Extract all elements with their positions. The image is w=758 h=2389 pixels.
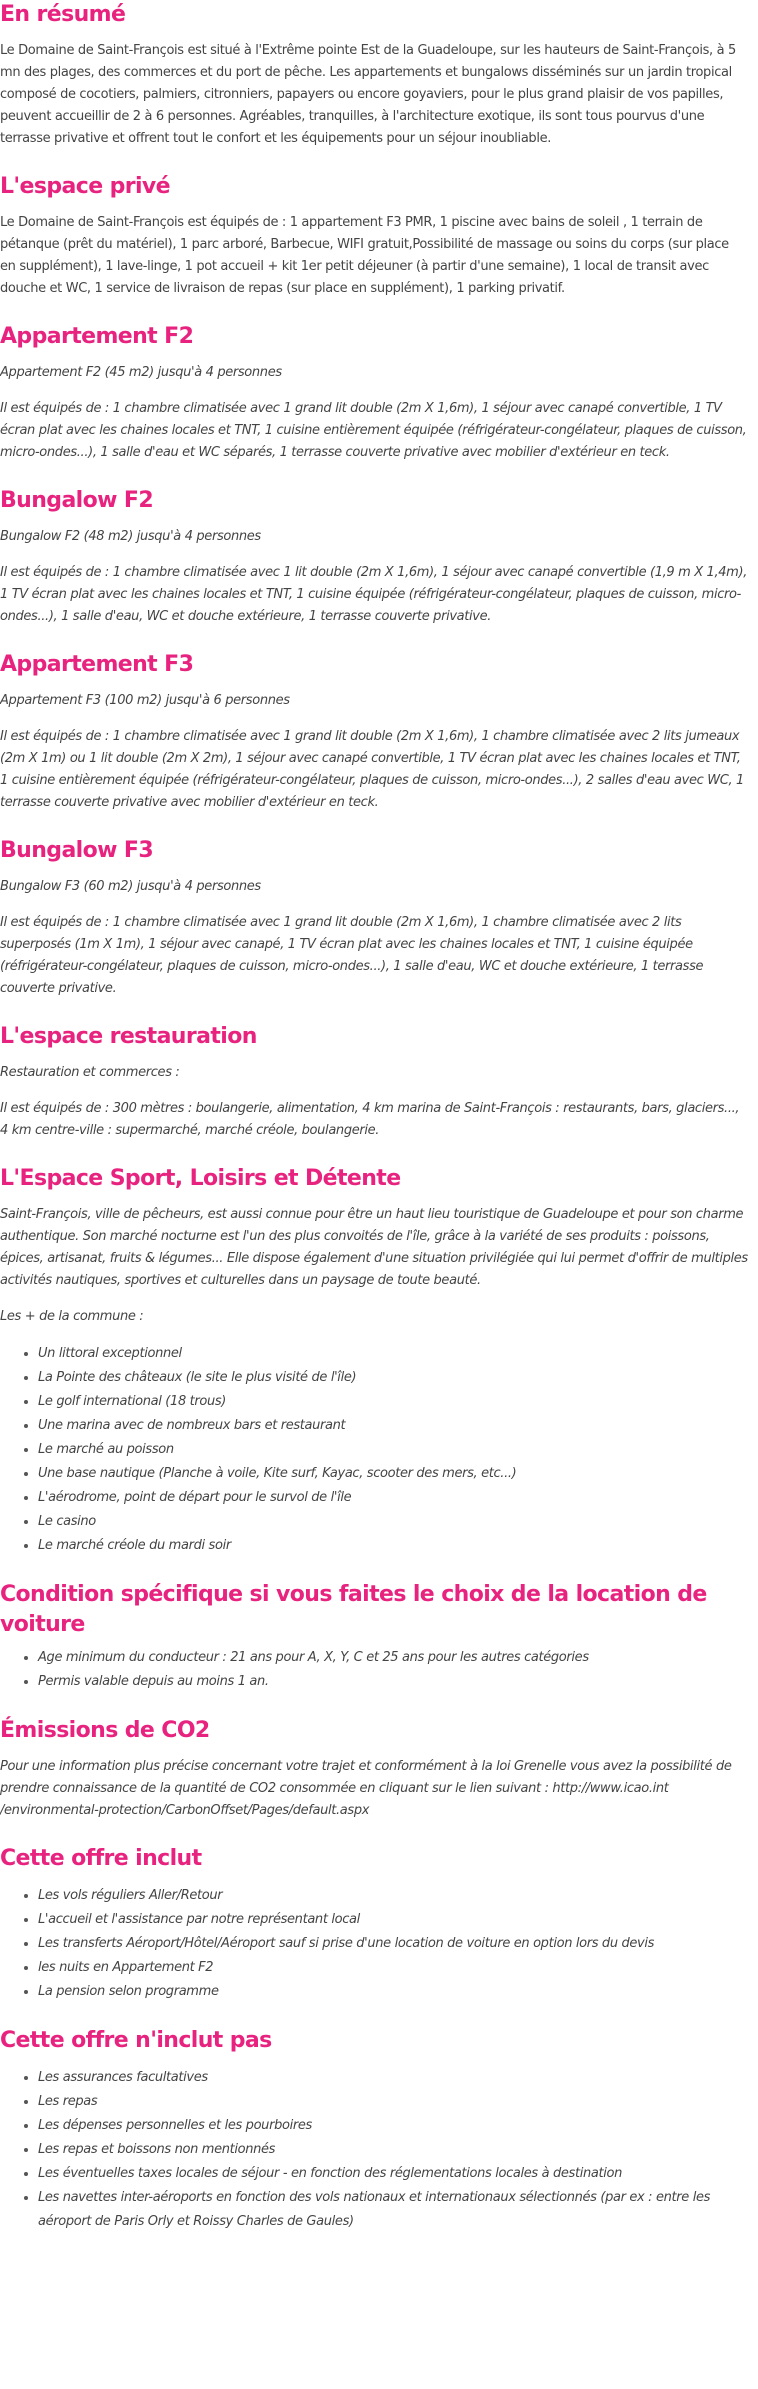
section-sport-loisirs <box>0 1164 748 1558</box>
section-appartement-f3 <box>0 650 748 814</box>
section-bungalow-f3 <box>0 836 748 1000</box>
list-item: • La Pointe des châteaux (le site le plus visité de l'île) <box>38 1366 748 1390</box>
list-item: • Les transferts Aéroport/Hôtel/Aéroport sauf si prise d'une location de voiture en option lors du devis <box>38 1932 748 1956</box>
commune-highlights-list <box>0 1342 748 1558</box>
section-title: Cette offre n'inclut pas <box>0 2028 272 2053</box>
section-offre-inclut <box>0 1844 748 2004</box>
list-item: • Les navettes inter-aéroports en fonction des vols nationaux et internationaux sélectionnés (par ex : entre les aéroport de Paris Orly et Roissy Charles de Gaules) <box>38 2186 748 2234</box>
section-text: Saint-François, ville de pêcheurs, est aussi connue pour être un haut lieu touristique de Guadeloupe et pour son charme authentique. Son marché nocturne est l'un des plus convoités de l'île, grâce à la variété de ses produits : poissons, épices, artisanat, fruits & légumes... Elle dispose également d'une situation privilégiée qui lui permet d'offrir de multiples activités nautiques, sportives et culturelles dans un paysage de toute beauté. <box>0 1207 748 1288</box>
section-resume <box>0 0 748 150</box>
section-espace-prive <box>0 172 748 300</box>
section-text: Il est équipés de : 300 mètres : boulangerie, alimentation, 4 km marina de Saint-François : restaurants, bars, glaciers..., 4 km centre-ville : supermarché, marché créole, boulangerie. <box>0 1101 740 1138</box>
section-subtitle: Appartement F3 (100 m2) jusqu'à 6 personnes <box>0 693 290 708</box>
section-subtitle: Bungalow F3 (60 m2) jusqu'à 4 personnes <box>0 879 261 894</box>
section-text: Le Domaine de Saint-François est équipés de : 1 appartement F3 PMR, 1 piscine avec bains de soleil , 1 terrain de pétanque (prêt du matériel), 1 parc arboré, Barbecue, WIFI gratuit,Possibilité de massage ou soins du corps (sur place en supplément), 1 lave-linge, 1 pot accueil + kit 1er petit déjeuner (à partir d'une semaine), 1 local de transit avec douche et WC, 1 service de livraison de repas (sur place en supplément), 1 parking privatif. <box>0 215 729 296</box>
section-offre-ninclut-pas <box>0 2026 748 2234</box>
list-item: • Les dépenses personnelles et les pourboires <box>38 2114 748 2138</box>
list-item: • Les assurances facultatives <box>38 2066 748 2090</box>
list-item: • Une marina avec de nombreux bars et restaurant <box>38 1414 748 1438</box>
list-item: • Le marché créole du mardi soir <box>38 1534 748 1558</box>
list-item: • Les éventuelles taxes locales de séjour - en fonction des réglementations locales à destination <box>38 2162 748 2186</box>
list-item: • Le marché au poisson <box>38 1438 748 1462</box>
section-location-voiture <box>0 1580 748 1694</box>
section-title: Appartement F2 <box>0 324 194 349</box>
section-title: Appartement F3 <box>0 652 194 677</box>
section-title: Bungalow F3 <box>0 838 154 863</box>
section-title: Condition spécifique si vous faites le choix de la location de voiture <box>0 1582 707 1637</box>
section-title: L'Espace Sport, Loisirs et Détente <box>0 1166 401 1191</box>
section-title: L'espace restauration <box>0 1024 257 1049</box>
section-text: Pour une information plus précise concernant votre trajet et conformément à la loi Grenelle vous avez la possibilité de prendre connaissance de la quantité de CO2 consommée en cliquant sur le lien suivant : http://www.icao.int /environmental-protection/CarbonOffset/Pages/default.aspx <box>0 1759 732 1818</box>
car-rental-conditions-list <box>0 1646 748 1694</box>
list-item: • les nuits en Appartement F2 <box>38 1956 748 1980</box>
list-item: • Une base nautique (Planche à voile, Kite surf, Kayac, scooter des mers, etc...) <box>38 1462 748 1486</box>
list-item: • Un littoral exceptionnel <box>38 1342 748 1366</box>
section-title: Bungalow F2 <box>0 488 154 513</box>
section-emissions-co2 <box>0 1716 748 1822</box>
list-item: • Les repas et boissons non mentionnés <box>38 2138 748 2162</box>
section-restauration <box>0 1022 748 1142</box>
section-subtitle: Les + de la commune : <box>0 1309 144 1324</box>
section-title: Émissions de CO2 <box>0 1718 210 1743</box>
list-item: • L'accueil et l'assistance par notre représentant local <box>38 1908 748 1932</box>
section-text: Le Domaine de Saint-François est situé à l'Extrême pointe Est de la Guadeloupe, sur les hauteurs de Saint-François, à 5 mn des plages, des commerces et du port de pêche. Les appartements et bungalows disséminés sur un jardin tropical composé de cocotiers, palmiers, citronniers, papayers ou encore goyaviers, pour le plus grand plaisir de vos papilles, peuvent accueillir de 2 à 6 personnes. Agréables, tranquilles, à l'architecture exotique, ils sont tous pourvus d'une terrasse privative et offrent tout le confort et les équipements pour un séjour inoubliable. <box>0 43 736 146</box>
list-item: • Age minimum du conducteur : 21 ans pour A, X, Y, C et 25 ans pour les autres catégories <box>38 1646 748 1670</box>
list-item: • Le casino <box>38 1510 748 1534</box>
section-text: Il est équipés de : 1 chambre climatisée avec 1 grand lit double (2m X 1,6m), 1 séjour avec canapé convertible, 1 TV écran plat avec les chaines locales et TNT, 1 cuisine entièrement équipée (réfrigérateur-congélateur, plaques de cuisson, micro-ondes...), 1 salle d'eau et WC séparés, 1 terrasse couverte privative avec mobilier d'extérieur en teck. <box>0 401 747 460</box>
section-subtitle: Bungalow F2 (48 m2) jusqu'à 4 personnes <box>0 529 261 544</box>
section-subtitle: Appartement F2 (45 m2) jusqu'à 4 personnes <box>0 365 282 380</box>
section-bungalow-f2 <box>0 486 748 628</box>
list-item: • L'aérodrome, point de départ pour le survol de l'île <box>38 1486 748 1510</box>
section-title: L'espace privé <box>0 174 170 199</box>
excluded-list <box>0 2066 748 2234</box>
section-appartement-f2 <box>0 322 748 464</box>
list-item: • La pension selon programme <box>38 1980 748 2004</box>
included-list <box>0 1884 748 2004</box>
section-text: Il est équipés de : 1 chambre climatisée avec 1 lit double (2m X 1,6m), 1 séjour avec canapé convertible (1,9 m X 1,4m), 1 TV écran plat avec les chaines locales et TNT, 1 cuisine équipée (réfrigérateur-congélateur, plaques de cuisson, micro-ondes...), 1 salle d'eau, WC et douche extérieure, 1 terrasse couverte privative. <box>0 565 748 624</box>
list-item: • Les vols réguliers Aller/Retour <box>38 1884 748 1908</box>
list-item: • Permis valable depuis au moins 1 an. <box>38 1670 748 1694</box>
section-title: En résumé <box>0 2 126 27</box>
list-item: • Les repas <box>38 2090 748 2114</box>
section-text: Il est équipés de : 1 chambre climatisée avec 1 grand lit double (2m X 1,6m), 1 chambre climatisée avec 2 lits superposés (1m X 1m), 1 séjour avec canapé, 1 TV écran plat avec les chaines locales et TNT, 1 cuisine équipée (réfrigérateur-congélateur, plaques de cuisson, micro-ondes...), 1 salle d'eau, WC et douche extérieure, 1 terrasse couverte privative. <box>0 915 704 996</box>
section-title: Cette offre inclut <box>0 1846 202 1871</box>
section-text: Il est équipés de : 1 chambre climatisée avec 1 grand lit double (2m X 1,6m), 1 chambre climatisée avec 2 lits jumeaux (2m X 1m) ou 1 lit double (2m X 2m), 1 séjour avec canapé convertible, 1 TV écran plat avec les chaines locales et TNT, 1 cuisine entièrement équipée (réfrigérateur-congélateur, plaques de cuisson, micro-ondes...), 2 salles d'eau avec WC, 1 terrasse couverte privative avec mobilier d'extérieur en teck. <box>0 729 744 810</box>
section-subtitle: Restauration et commerces : <box>0 1065 180 1080</box>
list-item: • Le golf international (18 trous) <box>38 1390 748 1414</box>
